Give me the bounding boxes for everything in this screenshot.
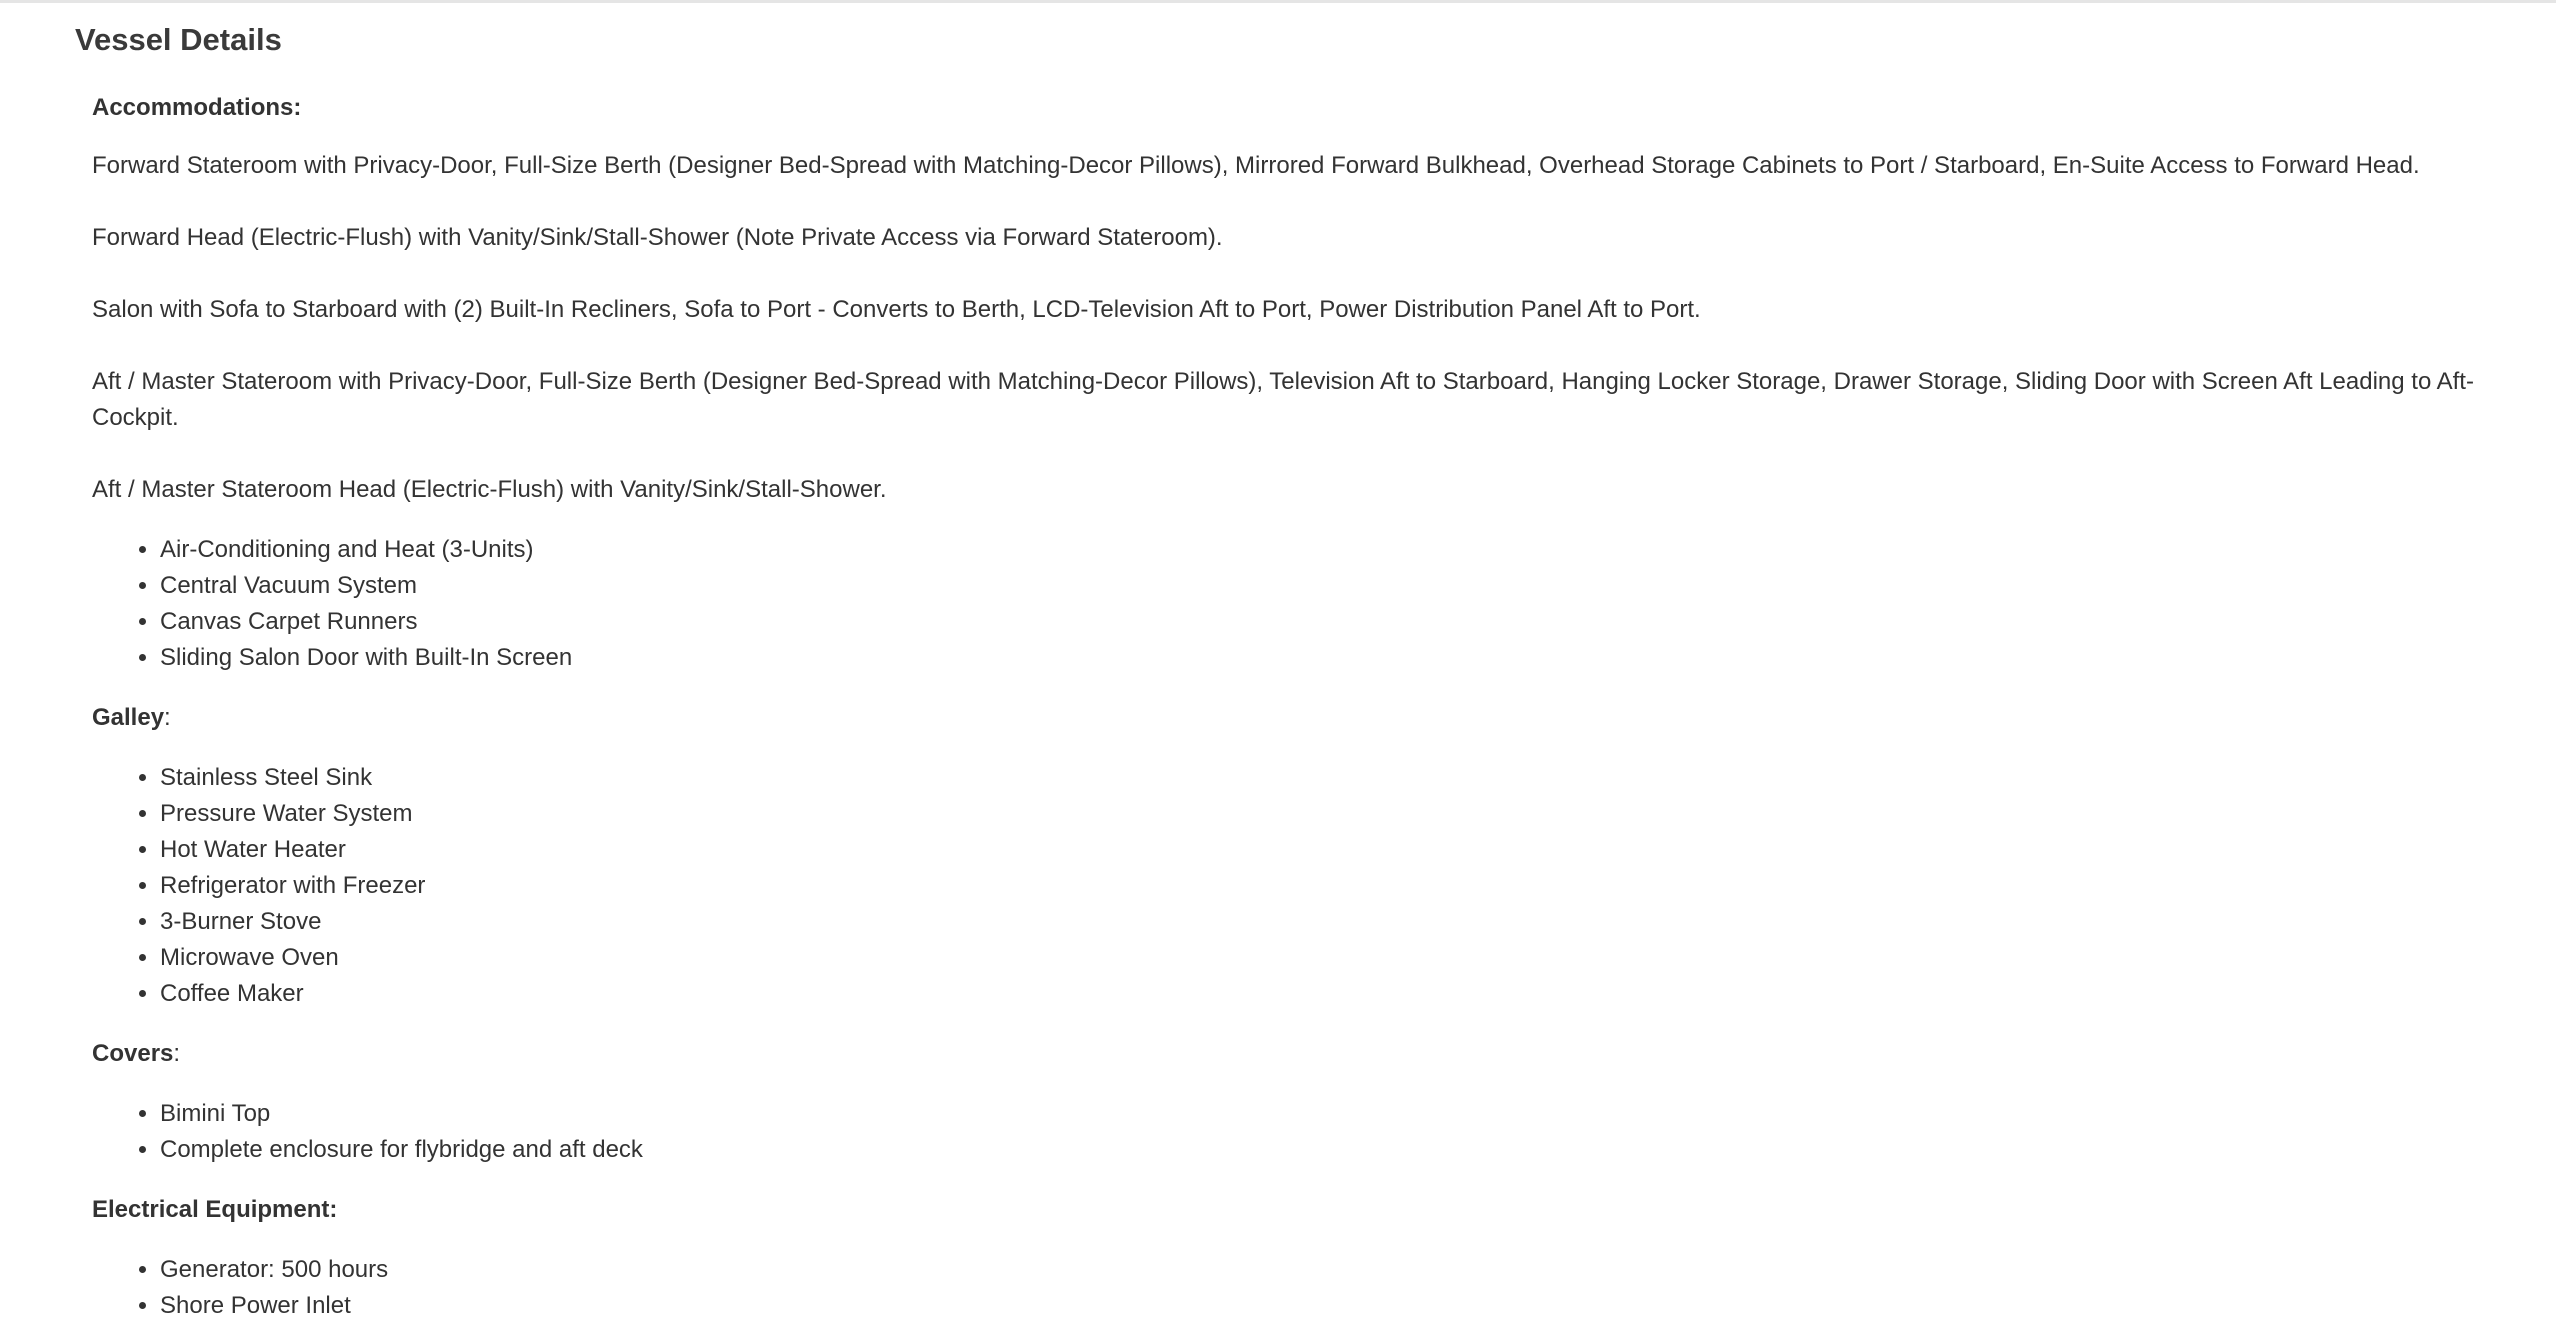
list-item: • Sliding Salon Door with Built-In Screen bbox=[160, 640, 2515, 676]
list-item: • 3-Burner Stove bbox=[160, 904, 2515, 940]
accommodations-paragraph: Aft / Master Stateroom Head (Electric-Flush) with Vanity/Sink/Stall-Shower. bbox=[92, 476, 887, 503]
accommodations-paragraph: Salon with Sofa to Starboard with (2) Built-In Recliners, Sofa to Port - Converts to Berth, LCD-Television Aft to Port, Power Distribution Panel Aft to Port. bbox=[92, 296, 1701, 323]
top-divider bbox=[0, 0, 2556, 3]
list-item: • Air-Conditioning and Heat (3-Units) bbox=[160, 532, 2515, 568]
covers-section bbox=[75, 1036, 2515, 1168]
electrical-list bbox=[92, 1252, 2515, 1324]
electrical-heading: Electrical Equipment: bbox=[92, 1196, 338, 1223]
covers-heading: Covers: bbox=[92, 1040, 181, 1067]
vessel-details-panel bbox=[75, 14, 2515, 1324]
accommodations-heading: Accommodations: bbox=[92, 94, 302, 121]
list-item: • Central Vacuum System bbox=[160, 568, 2515, 604]
list-item: • Shore Power Inlet bbox=[160, 1288, 2515, 1324]
list-item: • Generator: 500 hours bbox=[160, 1252, 2515, 1288]
galley-section bbox=[75, 700, 2515, 1012]
accommodations-list bbox=[92, 532, 2515, 676]
page-title: Vessel Details bbox=[75, 22, 282, 57]
list-item: • Pressure Water System bbox=[160, 796, 2515, 832]
accommodations-section bbox=[75, 90, 2515, 676]
list-item: • Refrigerator with Freezer bbox=[160, 868, 2515, 904]
galley-list bbox=[92, 760, 2515, 1012]
list-item: • Canvas Carpet Runners bbox=[160, 604, 2515, 640]
accommodations-paragraph: Forward Stateroom with Privacy-Door, Full-Size Berth (Designer Bed-Spread with Matching-Decor Pillows), Mirrored Forward Bulkhead, Overhead Storage Cabinets to Port / Starboard, En-Suite Access to Forward Head. bbox=[92, 152, 2420, 179]
accommodations-paragraph: Aft / Master Stateroom with Privacy-Door, Full-Size Berth (Designer Bed-Spread with Matching-Decor Pillows), Television Aft to Starboard, Hanging Locker Storage, Drawer Storage, Sliding Door with Screen Aft Leading to Aft-Cockpit. bbox=[92, 368, 2474, 431]
list-item: • Complete enclosure for flybridge and aft deck bbox=[160, 1132, 2515, 1168]
list-item: • Microwave Oven bbox=[160, 940, 2515, 976]
accommodations-paragraph: Forward Head (Electric-Flush) with Vanity/Sink/Stall-Shower (Note Private Access via Forward Stateroom). bbox=[92, 224, 1223, 251]
list-item: • Bimini Top bbox=[160, 1096, 2515, 1132]
covers-list bbox=[92, 1096, 2515, 1168]
list-item: • Coffee Maker bbox=[160, 976, 2515, 1012]
list-item: • Hot Water Heater bbox=[160, 832, 2515, 868]
electrical-section bbox=[75, 1192, 2515, 1324]
list-item: • Stainless Steel Sink bbox=[160, 760, 2515, 796]
galley-heading: Galley: bbox=[92, 704, 171, 731]
